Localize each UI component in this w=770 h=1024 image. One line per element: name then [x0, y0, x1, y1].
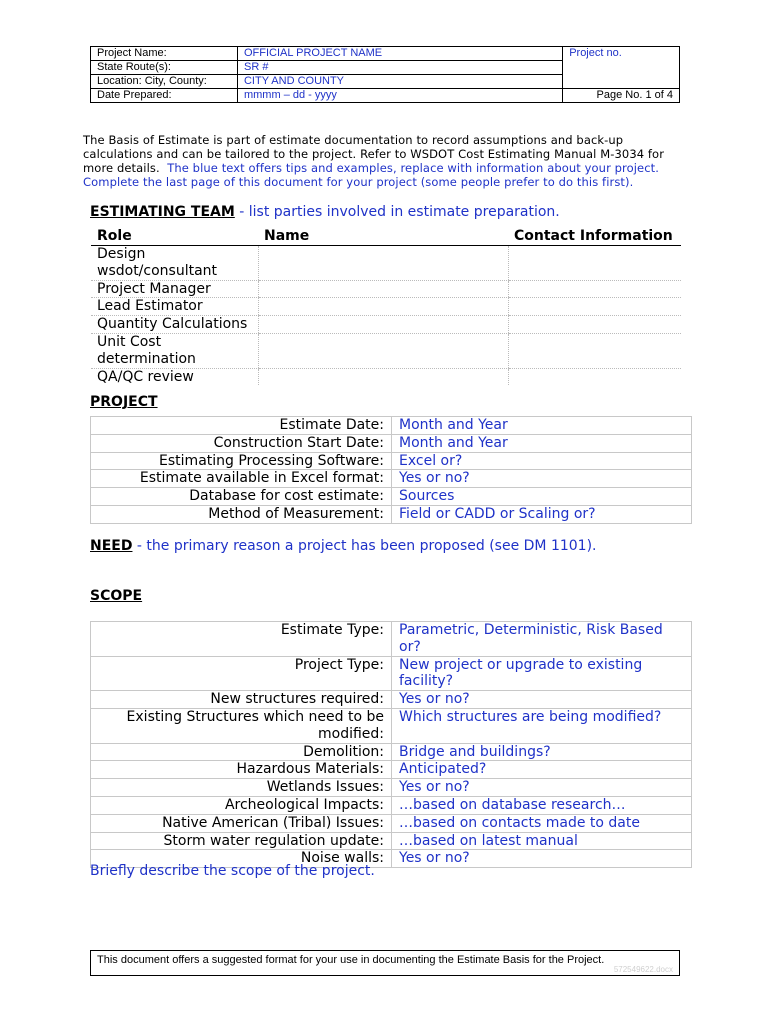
table-row — [91, 779, 692, 797]
table-row — [91, 708, 692, 743]
team-name-cell[interactable] — [258, 316, 508, 334]
scope-label: Storm water regulation update: — [91, 832, 392, 850]
scope-label: Native American (Tribal) Issues: — [91, 814, 392, 832]
table-row — [91, 761, 692, 779]
need-section-title — [90, 538, 597, 554]
scope-value[interactable]: Yes or no? — [392, 691, 692, 709]
team-contact-cell[interactable] — [508, 333, 681, 368]
team-contact-cell[interactable] — [508, 246, 681, 281]
team-role: Unit Cost determination — [91, 333, 258, 368]
scope-section-title — [90, 588, 142, 604]
table-row — [91, 814, 692, 832]
scope-label: Existing Structures which need to be modified: — [91, 708, 392, 743]
table-row — [91, 246, 681, 281]
table-row — [91, 333, 681, 368]
column-header-name: Name — [258, 228, 508, 246]
scope-value[interactable]: …based on contacts made to date — [392, 814, 692, 832]
scope-label: Archeological Impacts: — [91, 796, 392, 814]
table-row — [91, 691, 692, 709]
team-role: Project Manager — [91, 280, 258, 298]
team-heading: ESTIMATING TEAM — [90, 204, 235, 220]
header-label: Date Prepared: — [91, 89, 238, 103]
team-hint: - list parties involved in estimate preparation. — [234, 204, 560, 220]
team-name-cell[interactable] — [258, 298, 508, 316]
project-value[interactable]: Month and Year — [392, 417, 692, 435]
header-label: Project Name: — [91, 47, 238, 61]
project-value[interactable]: Month and Year — [392, 434, 692, 452]
team-name-cell[interactable] — [258, 246, 508, 281]
document-id: 572549622.docx — [613, 965, 673, 974]
header-value[interactable]: mmmm – dd - yyyy — [237, 89, 562, 103]
header-label: Location: City, County: — [91, 75, 238, 89]
need-hint: - the primary reason a project has been proposed (see DM 1101). — [132, 538, 597, 554]
team-role: Design wsdot/consultant — [91, 246, 258, 281]
intro-text: The Basis of Estimate is part of estimate documentation to record assumptions and back-up calculations and can be tailored to the project. Refer to WSDOT Cost Estimating Manual M-3034 for more details. — [83, 133, 665, 175]
table-row — [91, 796, 692, 814]
scope-value[interactable]: New project or upgrade to existing facility? — [392, 656, 692, 691]
project-label: Estimate available in Excel format: — [91, 470, 392, 488]
scope-description-prompt[interactable]: Briefly describe the scope of the project. — [90, 863, 375, 879]
project-heading: PROJECT — [90, 394, 158, 410]
project-value[interactable]: Excel or? — [392, 452, 692, 470]
footer-text: This document offers a suggested format for your use in documenting the Estimate Basis for the Project. — [97, 954, 605, 966]
team-contact-cell[interactable] — [508, 280, 681, 298]
team-contact-cell[interactable] — [508, 298, 681, 316]
team-table — [91, 228, 681, 385]
project-value[interactable]: Sources — [392, 488, 692, 506]
header-extra — [563, 75, 680, 89]
header-label: State Route(s): — [91, 61, 238, 75]
table-row — [91, 434, 692, 452]
team-role: Lead Estimator — [91, 298, 258, 316]
header-extra — [563, 61, 680, 75]
scope-label: Noise walls: — [91, 850, 392, 868]
table-row — [91, 743, 692, 761]
scope-value[interactable]: Parametric, Deterministic, Risk Based or? — [392, 622, 692, 657]
scope-label: Estimate Type: — [91, 622, 392, 657]
project-label: Estimate Date: — [91, 417, 392, 435]
table-row — [91, 470, 692, 488]
table-row — [91, 622, 692, 657]
team-name-cell[interactable] — [258, 280, 508, 298]
scope-label: Hazardous Materials: — [91, 761, 392, 779]
scope-value[interactable]: Yes or no? — [392, 779, 692, 797]
table-row — [91, 316, 681, 334]
project-number[interactable]: Project no. — [563, 47, 680, 61]
page-number: Page No. 1 of 4 — [563, 89, 680, 103]
table-row — [91, 280, 681, 298]
scope-value[interactable]: Yes or no? — [392, 850, 692, 868]
project-label: Method of Measurement: — [91, 505, 392, 523]
team-name-cell[interactable] — [258, 333, 508, 368]
team-section-title — [90, 204, 560, 220]
table-row — [91, 452, 692, 470]
header-value[interactable]: CITY AND COUNTY — [237, 75, 562, 89]
column-header-contact: Contact Information — [508, 228, 681, 246]
scope-value[interactable]: Which structures are being modified? — [392, 708, 692, 743]
table-row — [91, 505, 692, 523]
scope-value[interactable]: Anticipated? — [392, 761, 692, 779]
scope-label: Project Type: — [91, 656, 392, 691]
team-contact-cell[interactable] — [508, 368, 681, 385]
column-header-role: Role — [91, 228, 258, 246]
project-table — [90, 416, 692, 524]
project-section-title — [90, 394, 158, 410]
project-value[interactable]: Yes or no? — [392, 470, 692, 488]
table-row — [91, 298, 681, 316]
team-role: QA/QC review — [97, 368, 194, 385]
intro-paragraph — [83, 133, 688, 189]
project-label: Database for cost estimate: — [91, 488, 392, 506]
scope-heading: SCOPE — [90, 588, 143, 604]
scope-value[interactable]: …based on database research… — [392, 796, 692, 814]
header-table — [90, 46, 680, 103]
team-contact-cell[interactable] — [508, 316, 681, 334]
project-label: Construction Start Date: — [91, 434, 392, 452]
team-role: Quantity Calculations — [91, 316, 258, 334]
scope-table — [90, 621, 692, 868]
header-value[interactable]: SR # — [237, 61, 562, 75]
scope-label: Demolition: — [91, 743, 392, 761]
intro-tip: The blue text offers tips and examples, replace with information about your project. Complete the last page of this document for your project (some people prefer to do this first). — [83, 161, 660, 189]
team-name-cell[interactable] — [258, 368, 508, 385]
table-row — [91, 656, 692, 691]
page-footer — [90, 950, 680, 976]
table-row — [91, 832, 692, 850]
scope-value[interactable]: Bridge and buildings? — [392, 743, 692, 761]
project-value[interactable]: Field or CADD or Scaling or? — [392, 505, 692, 523]
scope-label: Wetlands Issues: — [91, 779, 392, 797]
table-row — [91, 368, 681, 385]
table-row — [91, 488, 692, 506]
header-value[interactable]: OFFICIAL PROJECT NAME — [237, 47, 562, 61]
table-row — [91, 417, 692, 435]
need-heading: NEED — [90, 538, 133, 554]
scope-label: New structures required: — [91, 691, 392, 709]
project-label: Estimating Processing Software: — [91, 452, 392, 470]
scope-value[interactable]: …based on latest manual — [392, 832, 692, 850]
